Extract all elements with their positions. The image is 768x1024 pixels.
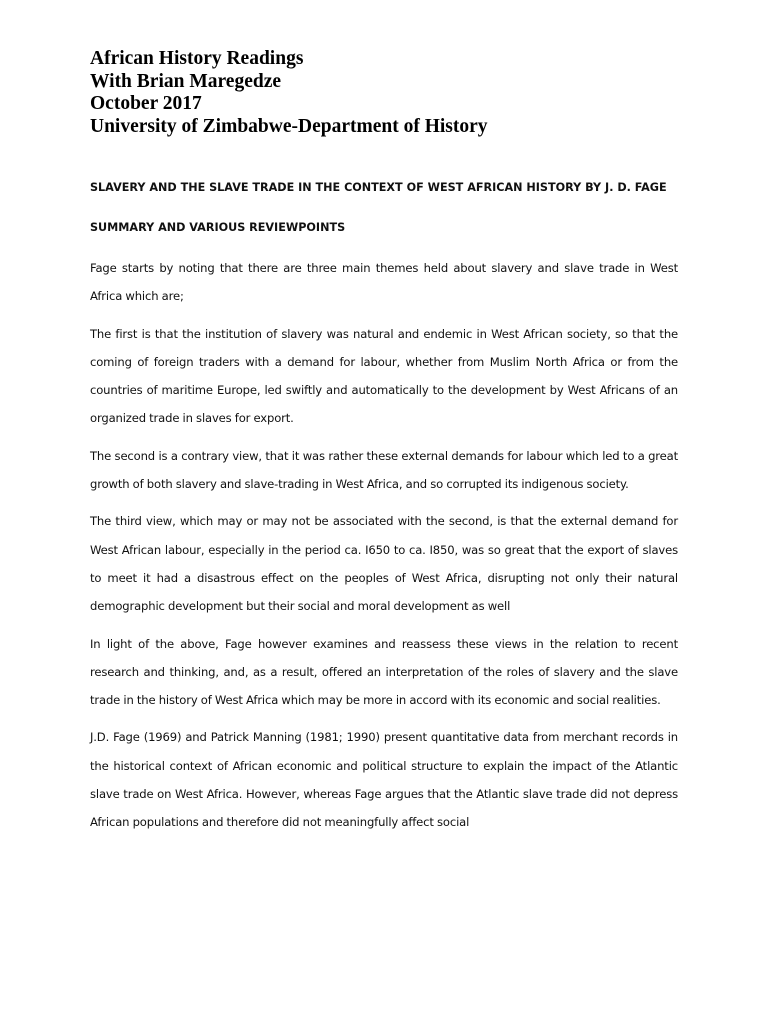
paragraph-reassessment: In light of the above, Fage however examines and reassess these views in the relation to recent research and thinking, and, as a result, offered an interpretation of the roles of slavery and the slave trade in the history of West Africa which may be more in accord with its economic and social realities. (90, 636, 678, 708)
paragraph-intro: Fage starts by noting that there are three main themes held about slavery and slave trade in West Africa which are; (90, 261, 678, 304)
paragraph-fage-manning: J.D. Fage (1969) and Patrick Manning (1981; 1990) present quantitative data from merchant records in the historical context of African economic and political structure to explain the impact of the Atlantic slave trade on West Africa. However, whereas Fage argues that the Atlantic slave trade did not depress African populations and therefore did not meaningfully affect social (90, 730, 678, 830)
header-institution: University of Zimbabwe-Department of History (90, 115, 488, 137)
summary-heading: SUMMARY AND VARIOUS REVIEWPOINTS (90, 221, 346, 234)
paragraph-first-view: The first is that the institution of slavery was natural and endemic in West African society, so that the coming of foreign traders with a demand for labour, whether from Muslim North Africa or from the countries of maritime Europe, led swiftly and automatically to the development by West Africans of an organized trade in slaves for export. (90, 326, 678, 426)
header-author: With Brian Maregedze (90, 70, 282, 92)
paragraph-second-view: The second is a contrary view, that it was rather these external demands for labour which led to a great growth of both slavery and slave-trading in West Africa, and so corrupted its indigenous society. (90, 448, 678, 492)
document-body (90, 178, 678, 837)
header-course-title: African History Readings (90, 48, 304, 69)
paragraph-third-view: The third view, which may or may not be associated with the second, is that the external demand for West African labour, especially in the period ca. I650 to ca. I850, was so great that the export of slaves to meet it had a disastrous effect on the peoples of West Africa, disrupting not only their natural demographic development but their social and moral development as well (90, 514, 678, 614)
document-header (90, 48, 690, 138)
article-title-heading: SLAVERY AND THE SLAVE TRADE IN THE CONTEXT OF WEST AFRICAN HISTORY BY J. D. FAGE (90, 181, 667, 194)
header-date: October 2017 (90, 93, 202, 114)
